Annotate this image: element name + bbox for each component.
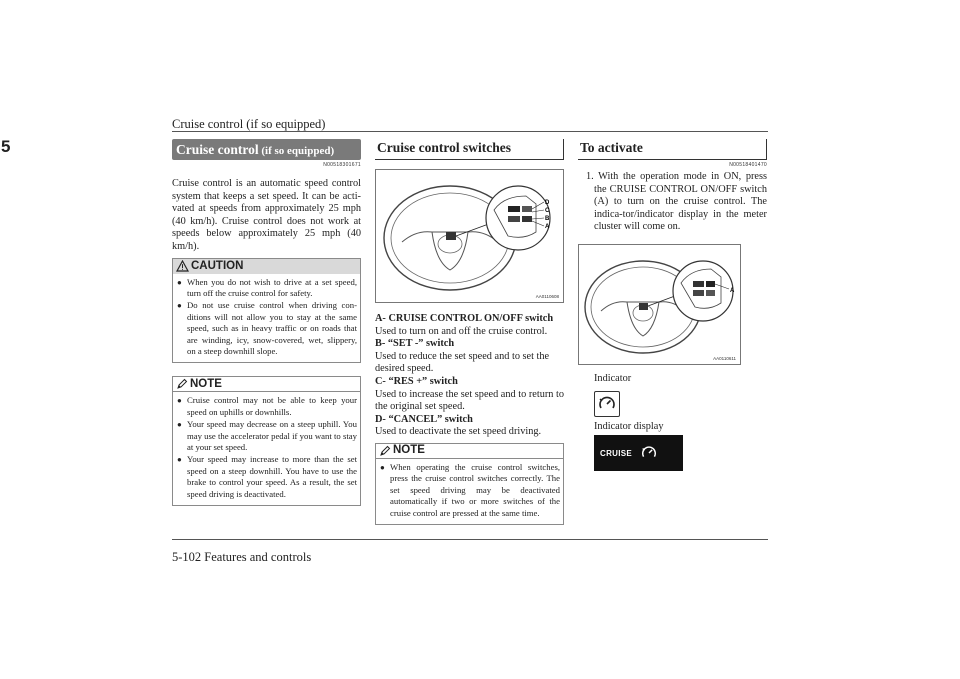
note-box [172,376,361,506]
switch-c-desc: Used to increase the set speed and to return to the original set speed. [375,388,564,413]
figure-label-a: A [545,224,550,230]
switch-a-label: A- CRUISE CONTROL ON/OFF switch [375,313,554,324]
note-pencil-icon [176,378,188,390]
switch-a-desc: Used to turn on and off the cruise control. [375,325,548,337]
switch-d-label: D- “CANCEL” switch [375,413,473,425]
steering-wheel-on-off-figure [578,244,741,365]
cruise-indicator-display [594,435,683,471]
column-cruise-control-switches [375,139,564,525]
caution-title [173,259,360,274]
switch-b-desc: Used to reduce the set speed and to set the desired speed. [375,350,550,375]
intro-paragraph: Cruise control is an automatic speed control system that keeps a set speed. It can be acti-vated at speeds from approximately 25 mph (40 km/h). Cruise control does not work at speeds below approximately 25 mph (40 km/h). [172,178,361,252]
section-heading-switches: Cruise control switches [375,139,564,160]
footer-rule [172,539,768,540]
figure-label-d: D [545,200,550,206]
switch-b-label: B- “SET -” switch [375,338,455,350]
figure-label-a: A [730,287,735,294]
note-title [173,377,360,392]
section-code: N00518401470 [729,162,767,168]
steering-wheel-illustration [579,245,740,364]
note-item: ● Your speed may decrease on a steep uphill. You may use the accelerator pedal if you want to stay at your set speed. [176,419,357,453]
switch-list [375,313,564,439]
heading-sub: (if so equipped) [258,145,335,157]
steering-wheel-switches-figure [375,169,564,303]
section-heading-to-activate: To activate [578,139,767,160]
cruise-indicator [594,391,620,417]
activate-step-1: 1. With the operation mode in ON, press the CRUISE CONTROL ON/OFF switch (A) to turn on the cruise control. The indica-tor/indicator display in the meter cluster will come on. [586,171,767,233]
column-cruise-control-intro [172,139,361,506]
note-item: ● When operating the cruise control switches, press the cruise control switches correctly. The set speed driving may be deactivated automatically if two or more switches of the cruise control are pressed at the same time. [379,462,560,519]
cruise-display-text: CRUISE [600,448,633,458]
note-list [173,392,360,505]
chapter-tab: 5 [1,137,11,156]
note-title-text: NOTE [190,377,222,390]
switch-d-desc: Used to deactivate the set speed driving. [375,426,542,438]
caution-title-text: CAUTION [191,259,244,272]
note-title [376,444,563,459]
note-pencil-icon [379,445,391,457]
figure-label-c: C [545,208,550,214]
steering-wheel-illustration [376,170,563,302]
note-item: ● Cruise control may not be able to keep your speed on uphills or downhills. [176,395,357,418]
figure-code: AA0110611 [713,355,736,361]
header-rule [172,131,768,132]
page-header-title: Cruise control (if so equipped) [172,117,326,131]
warning-triangle-icon [176,260,189,272]
speedometer-icon [640,444,658,462]
page-footer: 5-102 Features and controls [172,550,312,564]
note-list [376,459,563,524]
section-code: N00518301671 [323,162,361,168]
indicator-label: Indicator [594,372,632,384]
figure-code: AA0110608 [535,294,559,299]
section-heading-cruise-control [172,139,361,160]
heading-main: Cruise control [176,142,259,157]
column-to-activate [578,139,767,471]
speedometer-icon [597,394,617,414]
note-title-text: NOTE [393,444,425,457]
caution-item: ● When you do not wish to drive at a set speed, turn off the cruise control for safety. [176,277,357,300]
note-box [375,443,564,525]
note-item: ● Your speed may increase to more than the set speed on a steep downhill. You have to use the brake to control your speed. As a result, the set speed driving is deactivated. [176,454,357,500]
indicator-display-label: Indicator display [594,420,664,432]
figure-label-b: B [545,216,550,222]
caution-box [172,258,361,364]
caution-item: ● Do not use cruise control when driving con-ditions will not allow you to stay at the same speed, such as in heavy traffic or on roads that are winding, icy, snow-covered, wet, slippery, on a steep downhill slope. [176,300,357,357]
switch-c-label: C- “RES +” switch [375,375,458,387]
caution-list [173,274,360,363]
